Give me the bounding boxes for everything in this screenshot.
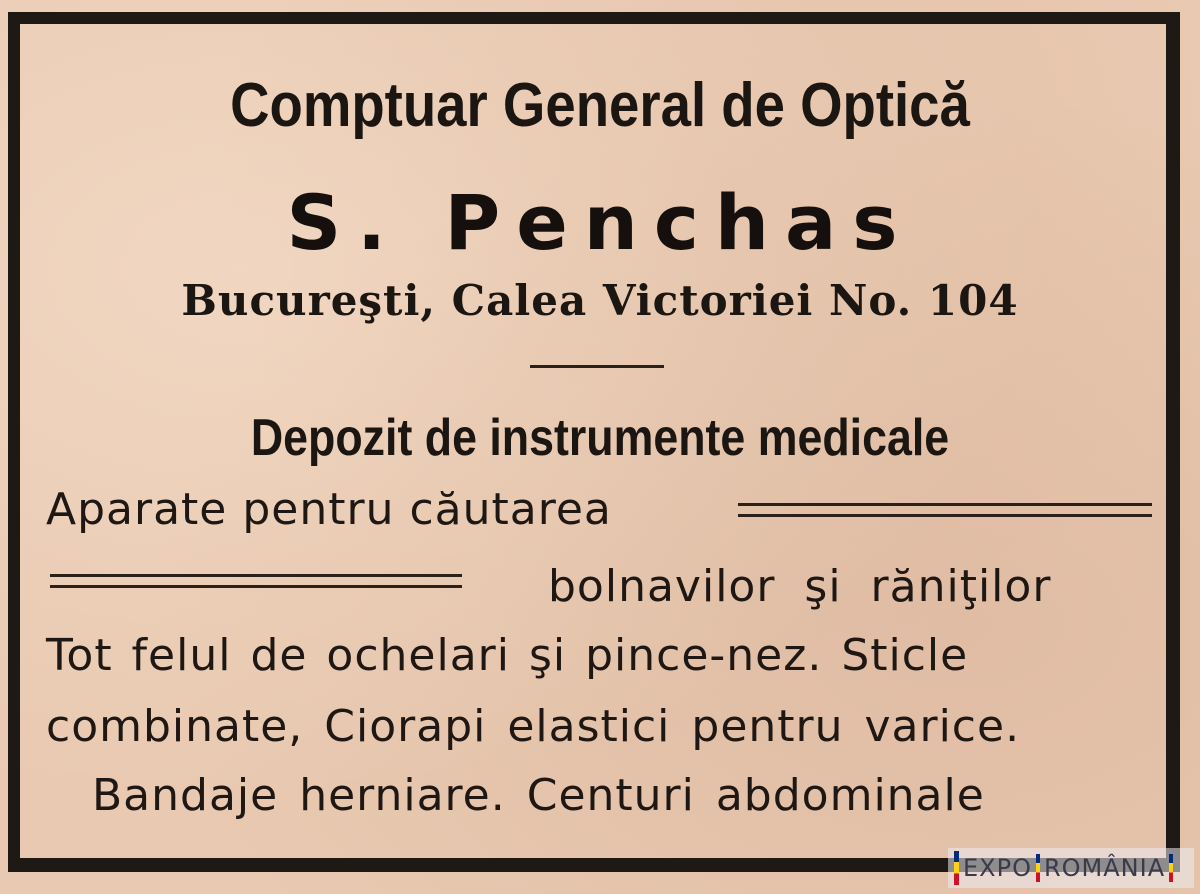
watermark [948, 848, 1194, 888]
divider-rule [530, 365, 664, 368]
text-aparate: Aparate pentru căutarea [46, 484, 612, 535]
watermark-part1: EXPO [963, 854, 1032, 882]
watermark-part2: ROMÂNIA [1043, 854, 1166, 882]
firm-name: S. Penchas [286, 178, 914, 267]
flag-end-icon [1169, 854, 1173, 882]
double-rule-left [50, 574, 462, 588]
text-combinate: combinate, Ciorapi elastici pentru varice. [46, 701, 1021, 752]
address: Bucureşti, Calea Victoriei No. 104 [181, 276, 1019, 325]
flag-icon [954, 851, 959, 885]
text-bolnavi: bolnavilor şi răniţilor [548, 561, 1052, 612]
flag-separator-icon [1036, 854, 1040, 882]
department-heading: Depozit de instrumente medicale [250, 409, 950, 467]
headline: Comptuar General de Optică [230, 71, 970, 140]
text-bandaje: Bandaje herniare. Centuri abdominale [92, 770, 985, 821]
text-ochelari: Tot felul de ochelari şi pince-nez. Sticle [46, 630, 969, 681]
double-rule-right [738, 503, 1152, 517]
